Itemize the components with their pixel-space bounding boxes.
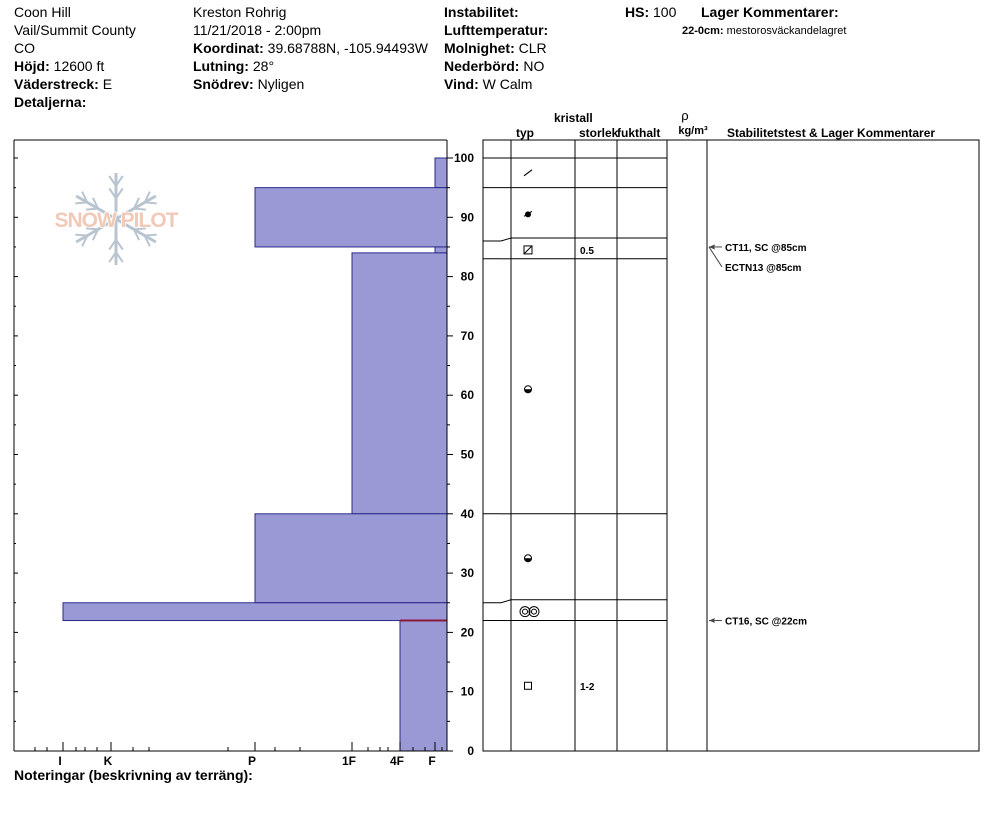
depth-tick-label: 20: [460, 625, 474, 640]
header-moisture: fukthalt: [617, 126, 661, 140]
snowflake-branch: [75, 235, 87, 236]
wind-label: Vind:: [444, 76, 479, 92]
hardness-bar: [400, 621, 447, 751]
layer-comments-label: Lager Kommentarer:: [701, 4, 839, 20]
column-headers: [516, 108, 935, 140]
stability-tests: [709, 243, 807, 628]
precip-label: Nederbörd:: [444, 58, 520, 74]
elevation-value: 12600 ft: [53, 58, 105, 74]
header-density-symbol: ρ: [681, 108, 689, 123]
depth-tick-label: 90: [460, 210, 474, 225]
airtemp-label: Lufttemperatur:: [444, 22, 549, 38]
hardness-tick-label: I: [58, 754, 62, 768]
stability-test-label: CT16, SC @22cm: [725, 616, 808, 628]
grain-square-glyph: [525, 682, 532, 689]
grain-size-label: 0.5: [580, 245, 594, 257]
instability-label: Instabilitet:: [444, 4, 519, 20]
hardness-tick-label: 1F: [341, 754, 357, 768]
logo-text: SNOW PILOT: [54, 209, 178, 232]
depth-tick-label: 100: [453, 151, 474, 165]
datetime: 11/21/2018 - 2:00pm: [193, 22, 322, 38]
hardness-bar: [63, 603, 447, 621]
aspect-value: E: [102, 76, 113, 92]
slope-value: 28°: [252, 58, 275, 74]
region: Vail/Summit County: [14, 22, 136, 38]
grain-box-slash: [524, 246, 532, 254]
coord-value: 39.68788N, -105.94493W: [267, 40, 428, 56]
depth-tick-label: 70: [460, 328, 474, 343]
layer-table: [483, 140, 979, 751]
wind-value: W Calm: [482, 76, 533, 92]
hardness-bar: [435, 158, 447, 188]
location: Coon Hill: [14, 4, 71, 20]
header-crystal: kristall: [554, 111, 593, 125]
slope-label: Lutning:: [193, 58, 249, 74]
layer-connector: [501, 238, 511, 241]
stability-test-arrow: [709, 247, 722, 267]
hardness-tick-label: F: [428, 754, 436, 768]
depth-tick-label: 10: [460, 684, 474, 699]
header-density-unit: kg/m³: [678, 125, 708, 137]
grain-ring-inner: [532, 609, 537, 614]
layer-comment-text: mestorosväckandelagret: [726, 25, 847, 37]
depth-tick-label: 80: [460, 269, 474, 284]
grain-size-label: 1-2: [580, 681, 595, 693]
cloud-value: CLR: [518, 40, 547, 56]
layer-comment-depth: 22-0cm:: [682, 25, 724, 37]
header-stability: Stabilitetstest & Lager Kommentarer: [727, 126, 936, 140]
aspect-label: Väderstreck:: [14, 76, 99, 92]
hs-value: 100: [653, 4, 677, 20]
hardness-tick-label: 4F: [389, 754, 405, 768]
depth-tick-label: 60: [460, 388, 474, 403]
depth-tick-label: 50: [460, 447, 474, 462]
stability-test-label: CT11, SC @85cm: [725, 242, 807, 254]
depth-axis: [447, 151, 474, 758]
depth-tick-label: 30: [460, 566, 474, 581]
notes-label: Noteringar (beskrivning av terräng):: [14, 767, 253, 783]
drift-value: Nyligen: [257, 76, 305, 92]
precip-value: NO: [523, 58, 545, 74]
coord-label: Koordinat:: [193, 40, 264, 56]
cloud-label: Molnighet:: [444, 40, 515, 56]
grain-slash-glyph: [524, 170, 532, 176]
hardness-bar: [255, 514, 447, 603]
hardness-axis: [35, 742, 442, 768]
stability-test-label: ECTN13 @85cm: [725, 262, 802, 274]
grain-ring-inner: [523, 609, 528, 614]
grain-glyphs: [520, 170, 595, 693]
hardness-bar: [352, 253, 447, 514]
hardness-tick-label: P: [247, 754, 257, 768]
header-type: typ: [516, 126, 534, 140]
snowflake-branch: [145, 202, 157, 203]
hardness-bar: [435, 247, 447, 253]
snowpilot-logo: [55, 173, 179, 265]
table-border: [483, 140, 979, 751]
depth-tick-label: 40: [460, 506, 474, 521]
snowflake-branch: [75, 202, 87, 203]
hardness-tick-label: K: [103, 754, 113, 768]
depth-tick-label: 0: [467, 744, 474, 758]
drift-label: Snödrev:: [193, 76, 254, 92]
snowflake-branch: [145, 235, 157, 236]
details-label: Detaljerna:: [14, 94, 87, 110]
header-size: storlek: [579, 126, 619, 140]
layer-connector: [501, 600, 511, 603]
elevation-label: Höjd:: [14, 58, 50, 74]
observer: Kreston Rohrig: [193, 4, 287, 20]
state: CO: [14, 40, 35, 56]
hs-label: HS:: [625, 4, 650, 20]
hardness-bar: [255, 188, 447, 247]
